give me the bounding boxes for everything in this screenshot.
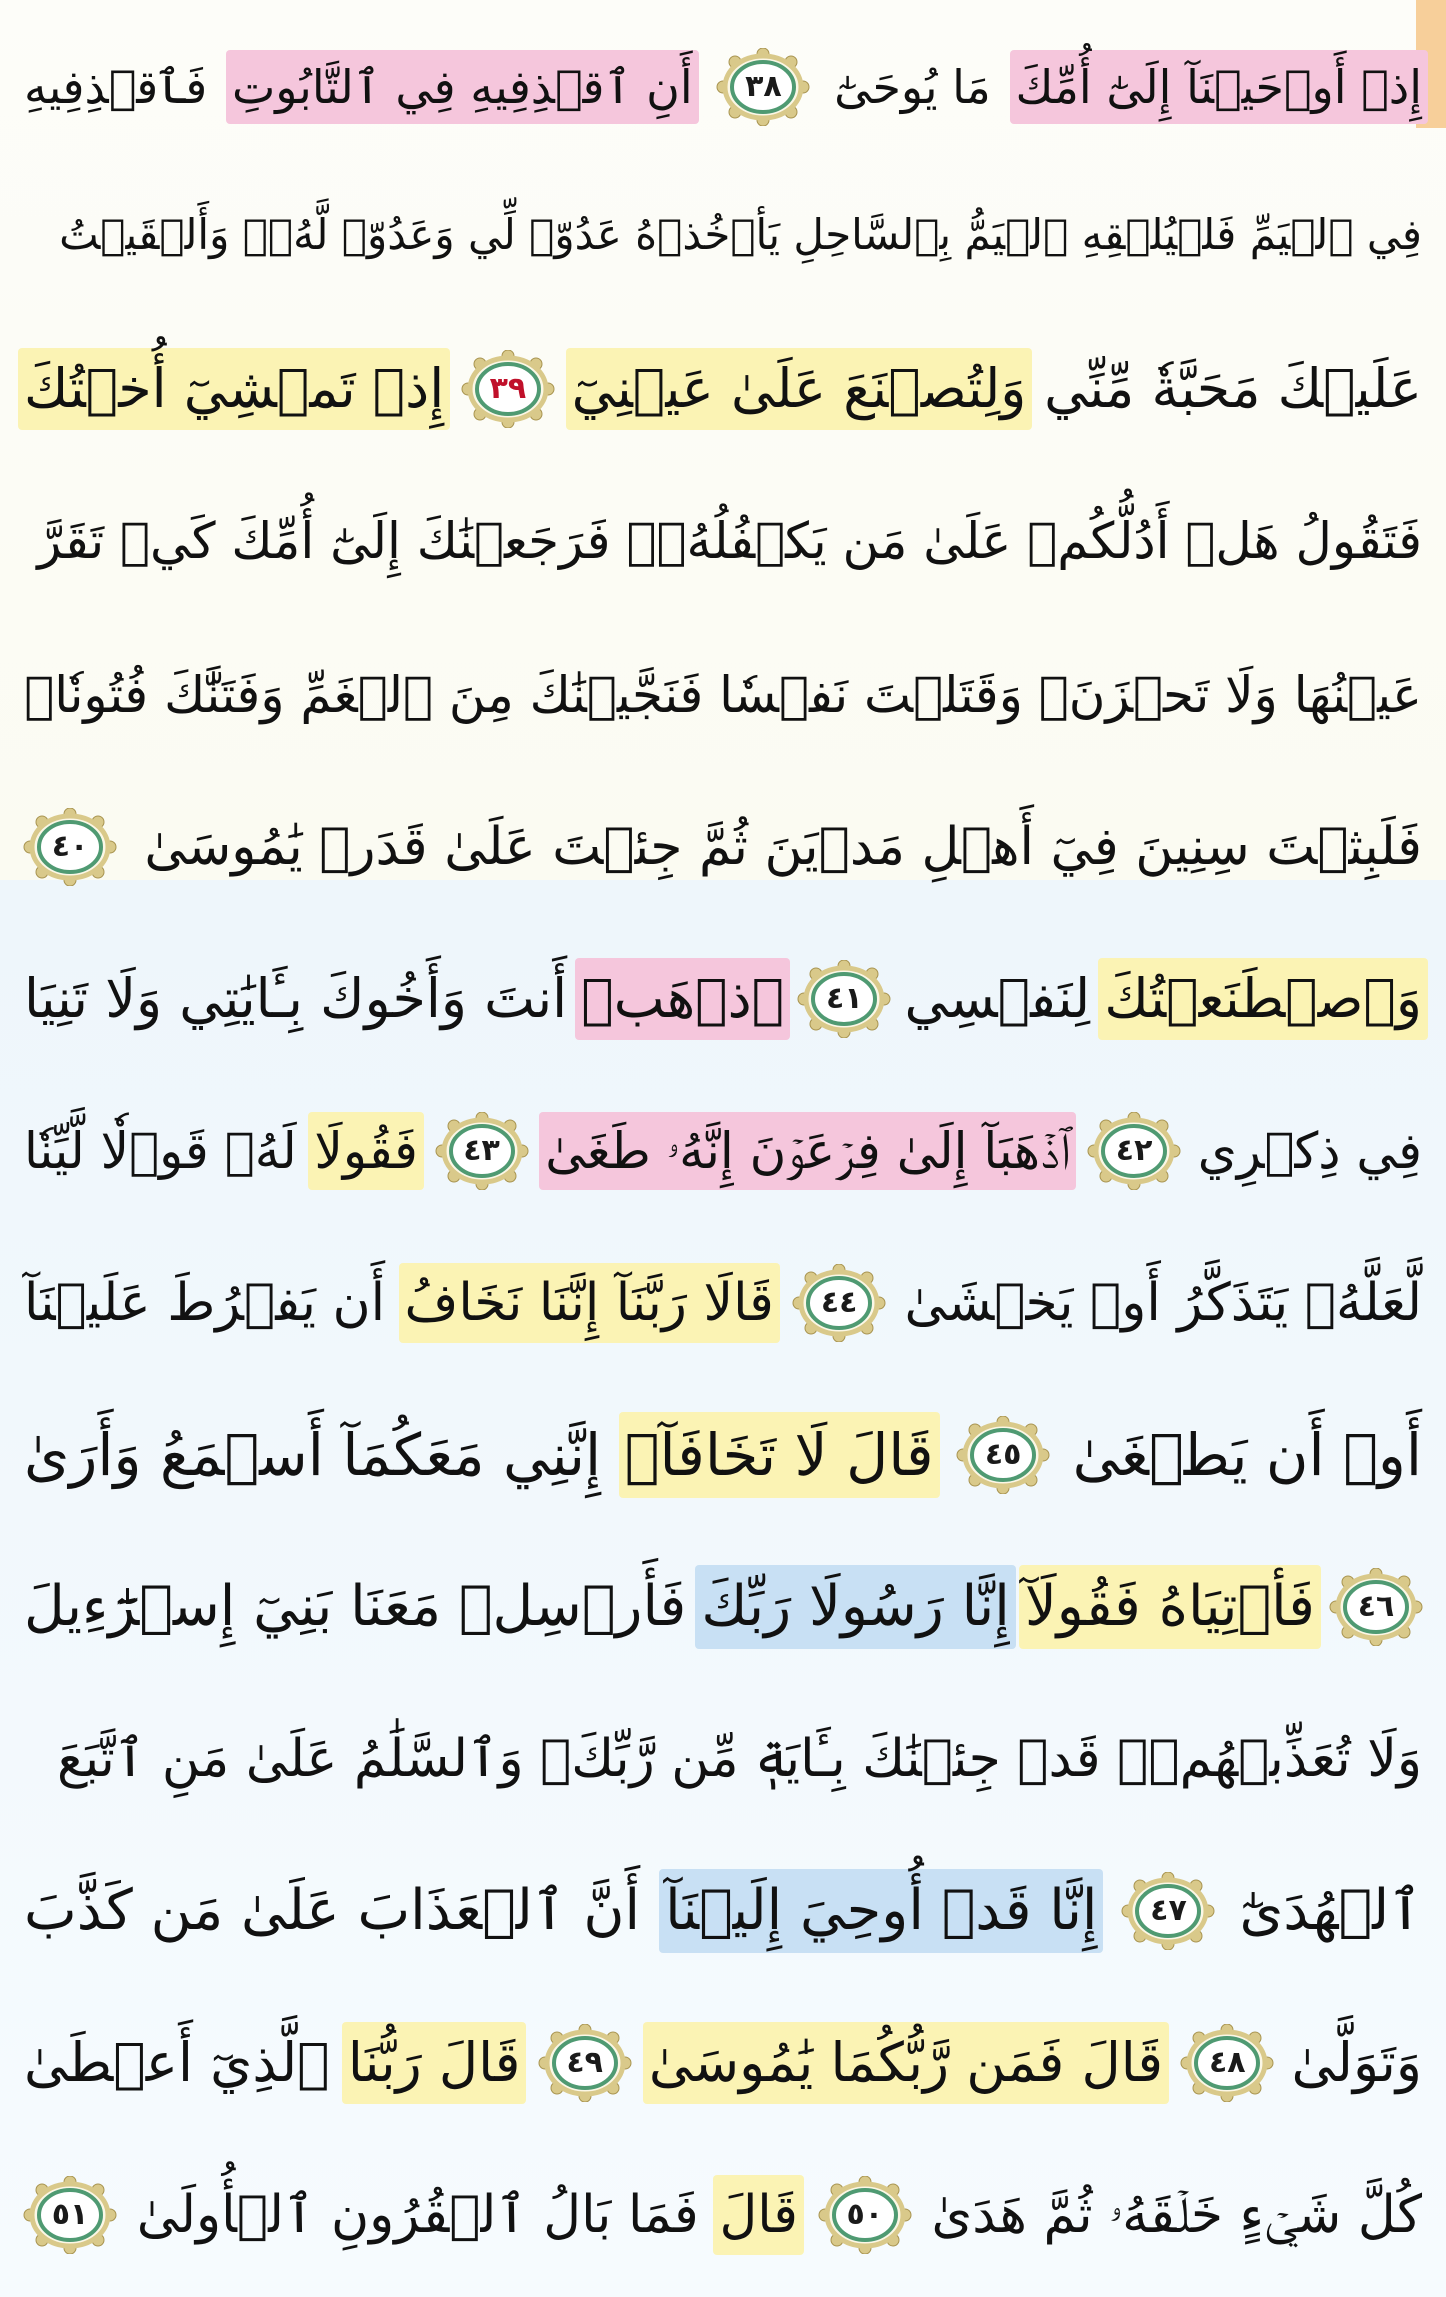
highlighted-phrase: قَالَ	[713, 2175, 803, 2255]
ayah-number: ٤٥	[984, 1437, 1022, 1472]
text-line	[18, 160, 1428, 310]
text-line	[18, 1684, 1428, 1834]
text-line	[18, 1380, 1428, 1530]
highlighted-phrase: إِذۡ أَوۡحَيۡنَآ إِلَىٰٓ أُمِّكَ	[1010, 50, 1428, 124]
ayah-number: ٥٠	[846, 2197, 884, 2232]
highlighted-phrase: قَالَ فَمَن رَّبُّكُمَا يَٰمُوسَىٰ	[643, 2022, 1169, 2104]
verse-text: أَنَّ ٱلۡعَذَابَ عَلَىٰ مَن كَذَّبَ	[24, 1878, 641, 1943]
ayah-number: ٤٨	[1208, 2045, 1246, 2080]
ayah-end-icon	[796, 960, 892, 1038]
text-line	[18, 12, 1428, 162]
ayah-number: ٥١	[51, 2197, 89, 2232]
ayah-number: ٤٠	[51, 829, 89, 864]
verse-text: فَمَا بَالُ ٱلۡقُرُونِ ٱلۡأُولَىٰ	[136, 2185, 699, 2245]
ayah-number: ٤٩	[566, 2045, 603, 2080]
verse-text: لَّعَلَّهُۥ يَتَذَكَّرُ أَوۡ يَخۡشَىٰ	[904, 1273, 1422, 1333]
verse-text: فَلَبِثۡتَ سِنِينَ فِيٓ أَهۡلِ مَدۡيَنَ ثُمَّ جِئۡتَ عَلَىٰ قَدَرٖ يَٰمُوسَىٰ	[144, 817, 1422, 877]
ayah-number: ٤٦	[1357, 1589, 1395, 1624]
verse-text: لِنَفۡسِي	[904, 967, 1091, 1030]
verse-text: فِي ذِكۡرِي	[1197, 1122, 1422, 1180]
ayah-end-icon	[1120, 1872, 1216, 1950]
verse-text: فَٱقۡذِفِيهِ	[24, 60, 208, 114]
verse-text: ٱلَّذِيٓ أَعۡطَىٰ	[24, 2031, 330, 2094]
highlighted-phrase: وَٱصۡطَنَعۡتُكَ	[1098, 958, 1428, 1040]
text-line	[18, 924, 1428, 1074]
highlighted-phrase: ٱذۡهَبۡ	[575, 958, 790, 1040]
verse-text: وَلَا تُعَذِّبۡهُمۡۖ قَدۡ جِئۡنَٰكَ بِـَٔايَةٖ مِّن رَّبِّكَۖ وَٱلسَّلَٰمُ عَلَىٰ مَنِ ٱتَّبَعَ	[57, 1729, 1422, 1789]
ayah-end-icon	[22, 808, 118, 886]
highlighted-phrase: قَالَا رَبَّنَآ إِنَّنَا نَخَافُ	[399, 1263, 780, 1343]
ayah-end-icon	[434, 1112, 530, 1190]
verse-text: فَتَقُولُ هَلۡ أَدُلُّكُمۡ عَلَىٰ مَن يَكۡفُلُهُۥۖ فَرَجَعۡنَٰكَ إِلَىٰٓ أُمِّكَ كَيۡ تَقَرَّ	[37, 512, 1422, 570]
ayah-end-icon	[537, 2024, 633, 2102]
ayah-number: ٤٢	[1115, 1133, 1153, 1168]
verse-text: عَيۡنُهَا وَلَا تَحۡزَنَۚ وَقَتَلۡتَ نَفۡسٗا فَنَجَّيۡنَٰكَ مِنَ ٱلۡغَمِّ وَفَتَنَّٰكَ فُتُونٗاۚ	[24, 666, 1422, 724]
verse-text: مَا يُوحَىٰٓ	[834, 60, 991, 114]
verse-text: وَتَوَلَّىٰ	[1291, 2031, 1422, 2094]
ayah-end-icon	[1328, 1568, 1424, 1646]
highlighted-phrase: إِنَّا قَدۡ أُوحِيَ إِلَيۡنَآ	[659, 1869, 1103, 1953]
ayah-end-icon	[460, 350, 556, 428]
verse-text: لَهُۥ قَوۡلٗا لَّيِّنٗا	[24, 1122, 297, 1180]
ayah-number: ٣٨	[745, 69, 782, 104]
ayah-number: ٤٧	[1150, 1893, 1187, 1928]
highlighted-phrase: فَأۡتِيَاهُ فَقُولَآ	[1019, 1565, 1321, 1649]
ayah-number: ٤١	[826, 981, 863, 1016]
verse-text: فِي ٱلۡيَمِّ فَلۡيُلۡقِهِ ٱلۡيَمُّ بِٱلسَّاحِلِ يَأۡخُذۡهُ عَدُوّٞ لِّي وَعَدُوّٞ لَّهُۥۚ وَأَلۡقَيۡتُ	[59, 210, 1422, 259]
text-line	[18, 1836, 1428, 1986]
ayah-number: ٤٣	[463, 1133, 500, 1168]
verse-text: إِنَّنِي مَعَكُمَآ أَسۡمَعُ وَأَرَىٰ	[24, 1421, 602, 1489]
verse-text: أَن يَفۡرُطَ عَلَيۡنَآ	[24, 1273, 386, 1333]
text-line	[18, 1076, 1428, 1226]
verse-text: فَأَرۡسِلۡ مَعَنَا بَنِيٓ إِسۡرَٰٓءِيلَ	[24, 1574, 687, 1639]
text-line	[18, 1988, 1428, 2138]
text-line	[18, 466, 1428, 616]
highlighted-phrase: قَالَ رَبُّنَا	[342, 2022, 527, 2104]
highlighted-phrase: ٱذۡهَبَآ إِلَىٰ فِرۡعَوۡنَ إِنَّهُۥ طَغَىٰ	[539, 1112, 1076, 1190]
ayah-end-icon	[955, 1416, 1051, 1494]
highlighted-phrase: فَقُولَا	[308, 1112, 424, 1190]
text-line	[18, 1228, 1428, 1378]
text-line	[18, 1532, 1428, 1682]
ayah-end-icon	[22, 2176, 118, 2254]
verse-text: ٱلۡهُدَىٰٓ	[1239, 1878, 1422, 1943]
ayah-end-icon	[1086, 1112, 1182, 1190]
verse-text: كُلَّ شَيۡءٍ خَلۡقَهُۥ ثُمَّ هَدَىٰ	[931, 2185, 1422, 2245]
text-line	[18, 620, 1428, 770]
verse-text: أَنتَ وَأَخُوكَ بِـَٔايَٰتِي وَلَا تَنِيَا	[24, 967, 568, 1030]
highlighted-phrase: أَنِ ٱقۡذِفِيهِ فِي ٱلتَّابُوتِ	[226, 50, 699, 124]
text-line	[18, 314, 1428, 464]
highlighted-phrase: إِنَّا رَسُولَا رَبِّكَ	[695, 1565, 1015, 1649]
ayah-end-icon	[715, 48, 811, 126]
ayah-end-icon	[791, 1264, 887, 1342]
highlighted-phrase: قَالَ لَا تَخَافَآۖ	[619, 1412, 940, 1498]
ayah-end-icon	[817, 2176, 913, 2254]
ayah-end-icon	[1179, 2024, 1275, 2102]
text-line	[18, 2140, 1428, 2290]
verse-text: عَلَيۡكَ مَحَبَّةٗ مِّنِّي	[1044, 357, 1422, 420]
ayah-number: ٤٤	[820, 1285, 858, 1320]
ayah-number: ٣٩	[489, 371, 527, 406]
text-line	[18, 772, 1428, 922]
highlighted-phrase: إِذۡ تَمۡشِيٓ أُخۡتُكَ	[18, 348, 450, 430]
verse-text: أَوۡ أَن يَطۡغَىٰ	[1072, 1421, 1422, 1489]
highlighted-phrase: وَلِتُصۡنَعَ عَلَىٰ عَيۡنِيٓ	[566, 348, 1033, 430]
